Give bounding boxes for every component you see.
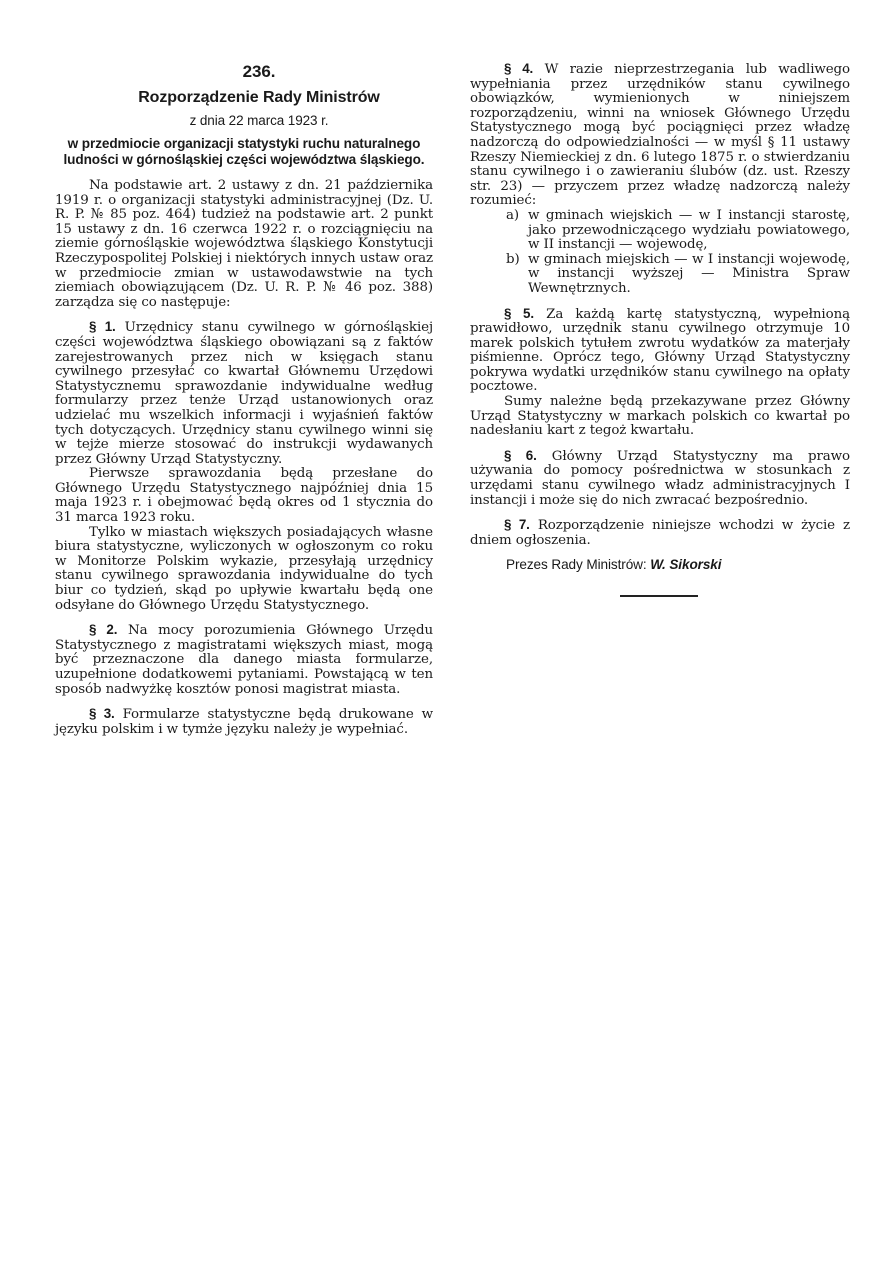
act-date: z dnia 22 marca 1923 r. <box>189 113 329 128</box>
section-1-label: § 1. <box>89 319 116 335</box>
section-6-text: Główny Urząd Statystyczny ma prawo używania do pomocy pośrednictwa w stosunkach z urzędami stanu cywilnego władz administracyjnych I instancji i może się do nich zwracać bezpośrednio. <box>470 448 850 508</box>
list-item-marker: b) <box>506 251 520 267</box>
section-3-text: Formularze statystyczne będą drukowane w języku polskim i w tymże języku należy je wypełniać. <box>55 707 433 737</box>
section-5-paragraph-2: Sumy należne będą przekazywane przez Główny Urząd Statystyczny w markach polskich co kwartał po nadesłaniu kart z tegoż kwartału. <box>470 394 850 439</box>
section-7-label: § 7. <box>504 517 530 533</box>
left-column <box>55 62 433 737</box>
section-4 <box>470 62 850 209</box>
section-2 <box>55 623 433 697</box>
section-4-label: § 4. <box>504 61 534 76</box>
list-item-text: w gminach wiejskich — w I instancji starostę, jako przewodniczącego wydziału powiatowego, w II instancji — wojewodę, <box>528 207 850 253</box>
act-number: 236. <box>242 62 276 81</box>
act-title: Rozporządzenie Rady Ministrów <box>138 89 380 106</box>
section-5 <box>470 307 850 396</box>
section-7-text: Rozporządzenie niniejsze wchodzi w życie z dniem ogłoszenia. <box>470 518 850 548</box>
section-4-list <box>470 209 850 297</box>
signature <box>470 558 850 573</box>
section-1 <box>55 320 433 467</box>
list-item-text: w gminach miejskich — w I instancji wojewodę, w instancji wyższej — Ministra Spraw Wewnętrznych. <box>528 251 850 296</box>
section-3 <box>55 707 433 737</box>
section-2-label: § 2. <box>89 622 118 638</box>
section-4-text: W razie nieprzestrzegania lub wadliwego wypełniania przez urzędników stanu cywilnego obowiązków, wymienionych w niniejszem rozporządzeniu, winni na wniosek Głównego Urzędu Statystycznego mogą być pociągnięci przez władzę nadzorczą do odpowiedzialności — w myśl § 11 ustawy Rzeszy Niemieckiej z dn. 6 lutego 1875 r. o stwierdzaniu stanu cywilnego i o zawieraniu ślubów (dz. ust. Rzeszy str. 23) — przyczem przez władzę nadzorczą należy rozumieć: <box>470 62 850 209</box>
end-rule-divider <box>620 595 698 597</box>
preamble: Na podstawie art. 2 ustawy z dn. 21 października 1919 r. o organizacji statystyki administracyjnej (Dz. U. R. P. № 85 poz. 464) tudzież na podstawie art. 2 punkt 15 ustawy z dn. 16 czerwca 1922 r. o rozciągnięciu na ziemie górnośląskie województwa śląskiego Konstytucji Rzeczypospolitej Polskiej i niektórych innych ustaw oraz w przedmiocie zmian w ustawodawstwie na tych ziemiach obowiązującem (Dz. U. R. P. № 46 poz. 388) zarządza się co następuje: <box>55 178 433 310</box>
right-column <box>470 62 850 597</box>
section-6-label: § 6. <box>504 447 537 463</box>
list-item <box>470 253 850 297</box>
section-3-label: § 3. <box>89 706 115 722</box>
section-5-text: Za każdą kartę statystyczną, wypełnioną prawidłowo, urzędnik stanu cywilnego otrzymuje 10 marek polskich tytułem zwrotu wydatków za materjały piśmienne. Oprócz tego, Główny Urząd Statystyczny pokrywa wydatki urzędników stanu cywilnego na opłaty pocztowe. <box>470 306 850 395</box>
signature-role: Prezes Rady Ministrów: <box>506 557 647 573</box>
list-item <box>470 209 850 253</box>
section-7 <box>470 518 850 548</box>
list-item-marker: a) <box>506 207 520 223</box>
section-1-paragraph-3: Tylko w miastach większych posiadających własne biura statystyczne, wyliczonych w ogłoszonym co roku w Monitorze Polskim wykazie, przesyłają urzędnicy stanu cywilnego sprawozdania indywidualne do tych biur co tydzień, skąd po upływie kwartału będą one odsyłane do Głównego Urzędu Statystycznego. <box>55 524 433 613</box>
section-2-text: Na mocy porozumienia Głównego Urzędu Statystycznego z magistratami większych miast, mogą być przeznaczone dla danego miasta formularze, uzupełnione dodatkowemi pytaniami. Powstającą w ten sposób nadwyżkę kosztów ponosi magistrat miasta. <box>55 623 433 697</box>
section-6 <box>470 449 850 508</box>
act-subject: w przedmiocie organizacji statystyki ruchu naturalnego ludności w górnośląskiej części województwa śląskiego. <box>63 136 425 167</box>
section-1-paragraph-2: Pierwsze sprawozdania będą przesłane do Głównego Urzędu Statystycznego najpóźniej dnia 15 maja 1923 r. i obejmować będą okres od 1 stycznia do 31 marca 1923 roku. <box>55 466 433 526</box>
signature-name: W. Sikorski <box>650 557 722 573</box>
section-5-label: § 5. <box>504 305 534 321</box>
section-1-text: Urzędnicy stanu cywilnego w górnośląskiej części województwa śląskiego obowiązani są z faktów zarejestrowanych przez nich w księgach stanu cywilnego przesyłać co kwartał Głównemu Urzędowi Statystycznemu sprawozdanie indywidualne według formularzy przez tenże Urząd ustanowionych oraz udzielać mu wszelkich informacji i wyjaśnień faktów tych dotyczących. Urzędnicy stanu cywilnego winni się w tejże mierze stosować do instrukcji wydawanych przez Główny Urząd Statystyczny. <box>55 320 434 467</box>
